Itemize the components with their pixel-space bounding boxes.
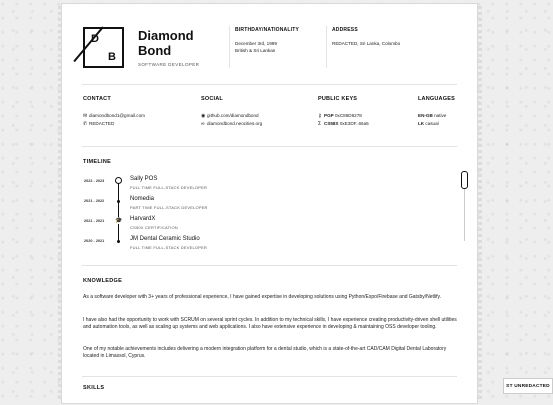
language-1 — [418, 113, 446, 120]
timeline-subtitle: CS50X CERTIFICATION — [130, 225, 178, 230]
social-heading: SOCIAL — [201, 96, 223, 102]
divider — [82, 265, 457, 266]
knowledge-heading: KNOWLEDGE — [83, 278, 123, 284]
logo — [83, 27, 124, 68]
contact-email-text: diamondbond1@gmail.com — [89, 113, 145, 118]
timeline-subtitle: FULL TIME FULL-STACK DEVELOPER — [130, 185, 208, 190]
public-keys-heading: PUBLIC KEYS — [318, 96, 358, 102]
timeline-years: 2022 - 2023 — [84, 179, 105, 183]
key-icon: Σ — [318, 121, 322, 127]
divider — [82, 84, 457, 85]
pgp-label: PGP — [324, 113, 334, 118]
birthday-heading: BIRTHDAY/NATIONALITY — [235, 27, 299, 33]
social-website-text: diamondbond.neocities.org — [207, 121, 263, 126]
birthday-line2: British & Sri Lankan — [235, 48, 276, 53]
language-2-level: casual — [425, 121, 439, 126]
timeline-heading: TIMELINE — [83, 159, 112, 165]
knowledge-paragraph-3: One of my notable achievements includes delivering a modern integration platform for a dental studio, which is a state-of-the-art CAD/CAM Digital Dental Laboratory located in Limassol, Cyprus. — [83, 346, 447, 359]
languages-heading: LANGUAGES — [418, 96, 455, 102]
logo-letter-left: D — [91, 33, 99, 45]
name-line2: Bond — [138, 43, 172, 58]
pgp-value: 0xC86D8278 — [334, 113, 362, 118]
timeline-title: Nomedia — [130, 196, 155, 202]
divider — [82, 146, 457, 147]
divider — [229, 26, 230, 68]
address-value: REDACTED, Sri Lanka, Colombo — [332, 41, 401, 46]
unredacted-toggle-button[interactable]: ST UNREDACTED — [503, 378, 553, 394]
timeline-years: 2021 - 2021 — [84, 219, 105, 223]
language-1-code: EN-GB — [418, 113, 433, 118]
key-icon: ⚷ — [318, 113, 322, 119]
csr-value: 0xE3DF..66a5 — [339, 121, 369, 126]
envelope-icon: ✉ — [83, 113, 88, 119]
language-1-level: native — [434, 113, 447, 118]
divider — [82, 376, 457, 377]
language-2-code: LK — [418, 121, 425, 126]
knowledge-paragraph-2: I have also had the opportunity to work with SCRUM on several sprint cycles. In addition to my technical skills, I have experience creating productivity-driven shell utilities and automation tools, as well as scaling up systems and web applications. I also have extensive experience in developing & maintaining OSS developer tooling. — [83, 317, 457, 330]
graduation-cap-icon: 🎓 — [115, 218, 123, 224]
pgp-key — [318, 113, 362, 120]
timeline-current-marker — [115, 177, 122, 184]
timeline-title: Sally POS — [130, 176, 158, 182]
page-edge-left — [58, 6, 62, 401]
timeline-scroll-thumb[interactable] — [461, 171, 468, 189]
timeline-years: 2021 - 2022 — [84, 199, 105, 203]
csr-label: CS58X — [324, 121, 339, 126]
address-heading: ADDRESS — [332, 27, 358, 33]
timeline-dot — [117, 240, 120, 243]
timeline-line — [118, 181, 119, 243]
phone-icon: ✆ — [83, 121, 88, 127]
social-github[interactable] — [201, 113, 259, 120]
contact-phone-text: REDACTED — [89, 121, 115, 126]
divider — [326, 26, 327, 68]
contact-email[interactable] — [83, 113, 145, 120]
knowledge-paragraph-1: As a software developer with 3+ years of professional experience, I have gained expertise in developing solutions using Python/Expo/Firebase and Gatsby/Netlify. — [83, 294, 442, 300]
timeline-dot — [117, 200, 120, 203]
timeline-subtitle: PART TIME FULL-STACK DEVELOPER — [130, 205, 208, 210]
birthday-line1: December 3rd, 1999 — [235, 41, 277, 46]
csr-key — [318, 121, 369, 128]
resume-sheet — [64, 6, 475, 401]
page-edge-right — [478, 6, 482, 401]
social-github-text: github.com/diamondbond — [207, 113, 259, 118]
language-2 — [418, 121, 439, 128]
timeline-title: HarvardX — [130, 216, 156, 222]
link-icon: ∞ — [201, 121, 205, 127]
name — [138, 28, 194, 58]
social-website[interactable] — [201, 121, 262, 128]
timeline-title: JM Dental Ceramic Studio — [130, 236, 200, 242]
name-line1: Diamond — [138, 28, 194, 43]
contact-phone — [83, 121, 114, 128]
timeline-years: 2020 - 2021 — [84, 239, 105, 243]
github-icon: ◉ — [201, 113, 206, 119]
role: SOFTWARE DEVELOPER — [138, 62, 200, 67]
skills-heading: SKILLS — [83, 385, 105, 391]
timeline-subtitle: FULL TIME FULL-STACK DEVELOPER — [130, 245, 208, 250]
contact-heading: CONTACT — [83, 96, 111, 102]
logo-letter-right: B — [108, 51, 116, 63]
